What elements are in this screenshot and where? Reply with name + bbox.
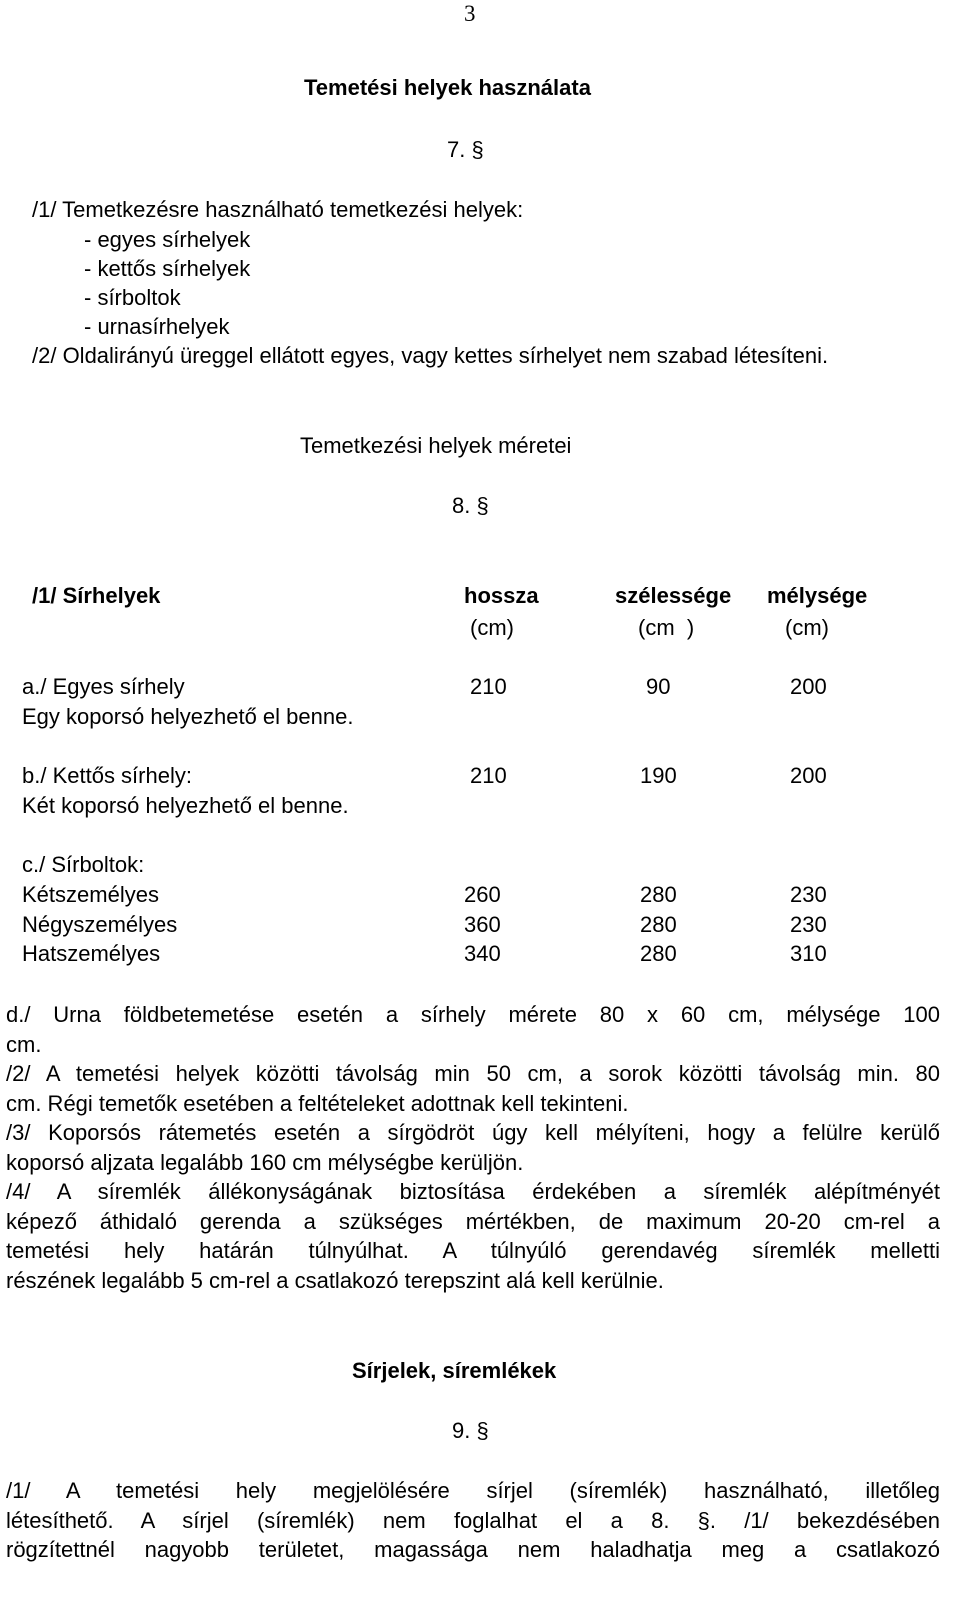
section8-d-line2: cm. (6, 1032, 42, 1057)
paragraph-number-9: 9. § (452, 1418, 489, 1443)
table-header-sirhelyek: /1/ Sírhelyek (32, 583, 161, 608)
table-row-label: Kétszemélyes (22, 882, 159, 907)
table-cell: 200 (790, 674, 827, 699)
table-row-note: Egy koporsó helyezhető el benne. (22, 704, 354, 729)
list-item: - egyes sírhelyek (84, 227, 251, 252)
list-item: - sírboltok (84, 285, 181, 310)
paragraph-number-8: 8. § (452, 493, 489, 518)
section8-p4-line1: /4/ A síremlék állékonyságának biztosítása érdekében a síremlék alépítményét (6, 1179, 940, 1204)
section8-p4-line2: képező áthidaló gerenda a szükséges mértékben, de maximum 20-20 cm-rel a (6, 1209, 940, 1234)
table-row-label: Négyszemélyes (22, 912, 178, 937)
section8-p3-line1: /3/ Koporsós rátemetés esetén a sírgödröt úgy kell mélyíteni, hogy a felülre kerülő (6, 1120, 940, 1145)
list-item: - urnasírhelyek (84, 314, 230, 339)
table-unit-szelessege: (cm ) (638, 615, 695, 640)
table-cell: 280 (640, 912, 677, 937)
section9-p1-line1: /1/ A temetési hely megjelölésére sírjel (síremlék) használható, illetőleg (6, 1478, 940, 1503)
table-cell: 280 (640, 882, 677, 907)
table-unit-hossza: (cm) (470, 615, 514, 640)
table-row-label: a./ Egyes sírhely (22, 674, 185, 699)
table-unit-melysege: (cm) (785, 615, 829, 640)
section8-p3-line2: koporsó aljzata legalább 160 cm mélységbe kerüljön. (6, 1150, 524, 1175)
table-cell: 280 (640, 941, 677, 966)
paragraph-number-7: 7. § (447, 137, 484, 162)
table-header-melysege: mélysége (767, 583, 868, 608)
section8-p2-line2: cm. Régi temetők esetében a feltételeket adottnak kell tekinteni. (6, 1091, 629, 1116)
table-cell: 310 (790, 941, 827, 966)
table-cell: 210 (470, 763, 507, 788)
section8-p4-line4: részének legalább 5 cm-rel a csatlakozó terepszint alá kell kerülnie. (6, 1268, 664, 1293)
table-cell: 360 (464, 912, 501, 937)
section7-p2: /2/ Oldalirányú üreggel ellátott egyes, vagy kettes sírhelyet nem szabad létesíteni. (32, 343, 829, 368)
table-cell: 190 (640, 763, 677, 788)
section9-p1-line3: rögzítettnél nagyobb területet, magassága nem haladhatja meg a csatlakozó (6, 1537, 940, 1562)
section-title-7: Temetési helyek használata (304, 75, 591, 100)
table-header-hossza: hossza (464, 583, 539, 608)
table-cell: 210 (470, 674, 507, 699)
section-title-9: Sírjelek, síremlékek (352, 1358, 557, 1383)
table-row-label: c./ Sírboltok: (22, 852, 145, 877)
table-header-szelessege: szélessége (615, 583, 732, 608)
table-cell: 90 (646, 674, 671, 699)
section8-p4-line3: temetési hely határán túlnyúlhat. A túlnyúló gerendavég síremlék melletti (6, 1238, 940, 1263)
table-cell: 200 (790, 763, 827, 788)
table-cell: 230 (790, 912, 827, 937)
list-item: - kettős sírhelyek (84, 256, 251, 281)
table-cell: 340 (464, 941, 501, 966)
section8-d-line1: d./ Urna földbetemetése esetén a sírhely mérete 80 x 60 cm, mélysége 100 (6, 1002, 940, 1027)
section8-p2-line1: /2/ A temetési helyek közötti távolság min 50 cm, a sorok közötti távolság min. 80 (6, 1061, 940, 1086)
table-row-note: Két koporsó helyezhető el benne. (22, 793, 349, 818)
section9-p1-line2: létesíthető. A sírjel (síremlék) nem foglalhat el a 8. §. /1/ bekezdésében (6, 1508, 940, 1533)
section7-p1: /1/ Temetkezésre használható temetkezési helyek: (32, 197, 524, 222)
table-row-label: Hatszemélyes (22, 941, 161, 966)
page-number: 3 (464, 1, 476, 26)
section-title-8: Temetkezési helyek méretei (300, 433, 572, 458)
table-row-label: b./ Kettős sírhely: (22, 763, 192, 788)
table-cell: 230 (790, 882, 827, 907)
table-cell: 260 (464, 882, 501, 907)
